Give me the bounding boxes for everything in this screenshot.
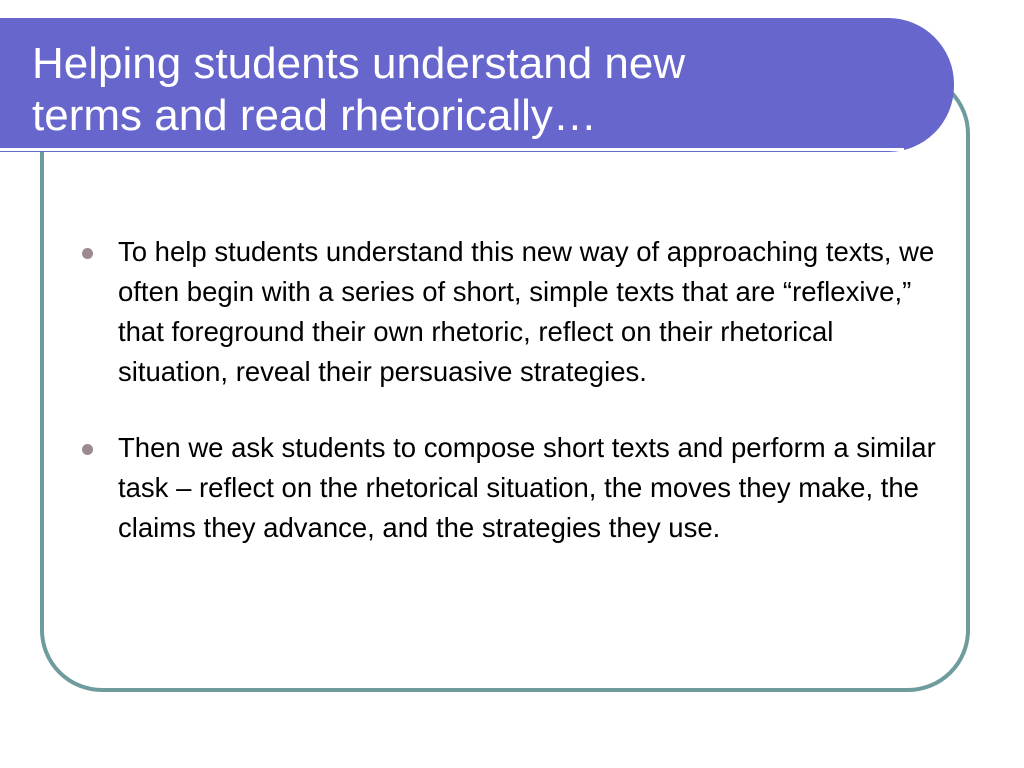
bullet-dot-icon (82, 444, 93, 455)
title-banner (0, 18, 954, 152)
bullet-item (82, 428, 942, 548)
bullet-list (82, 232, 942, 584)
slide-title (32, 38, 932, 142)
bullet-text: Then we ask students to compose short texts and perform a similar task – reflect on the rhetorical situation, the moves they make, the claims they advance, and the strategies they use. (118, 432, 936, 543)
slide-title-line-1: Helping students understand new (32, 39, 686, 88)
title-underline (0, 148, 904, 151)
bullet-text: To help students understand this new way of approaching texts, we often begin with a series of short, simple texts that are “reflexive,” that foreground their own rhetoric, reflect on their rhetorical situation, reveal their persuasive strategies. (118, 236, 935, 387)
slide-title-line-2: terms and read rhetorically… (32, 91, 597, 140)
bullet-item (82, 232, 942, 392)
bullet-dot-icon (82, 248, 93, 259)
